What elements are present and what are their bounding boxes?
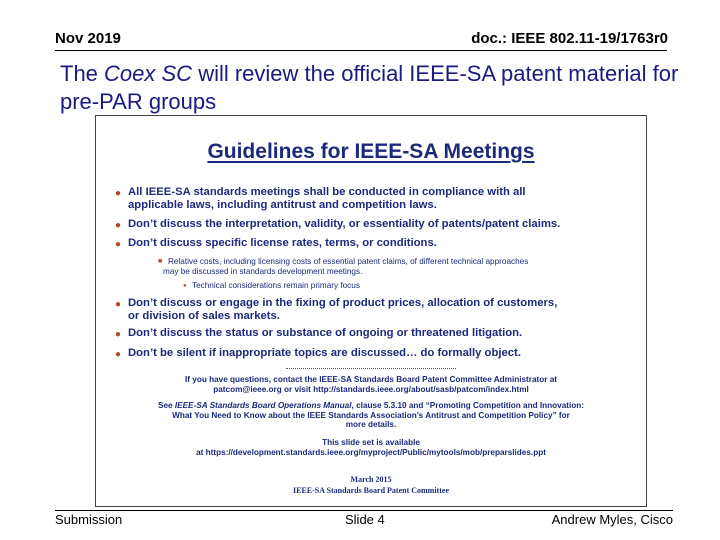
sub-sub-bullet <box>183 281 360 291</box>
bullet-line: Don’t discuss or engage in the fixing of product prices, allocation of customers, <box>128 297 558 309</box>
bullet-line: or division of sales markets. <box>128 310 280 322</box>
bullet-license <box>115 237 437 250</box>
sub-sub-bullet-dot-icon: ● <box>183 283 187 289</box>
ops-post: , clause 5.3.10 and “Promoting Competition and Innovation: <box>351 401 584 410</box>
header-rule <box>55 50 667 51</box>
ops-line: more details. <box>345 420 397 429</box>
sub-bullet-dot-icon: ■ <box>158 258 163 265</box>
bullet-dot-icon: ● <box>115 239 122 250</box>
contact-note <box>96 375 646 394</box>
slide-title <box>60 60 680 116</box>
slideset-line: at https://development.standards.ieee.org/myproject/Public/mytools/mob/preparslides.ppt <box>196 447 546 457</box>
sub-bullet-costs <box>158 257 529 277</box>
footer-slide-number: Slide 4 <box>345 512 385 527</box>
footer-submission: Submission <box>55 512 123 527</box>
bullet-line: Don’t be silent if inappropriate topics are discussed… do formally object. <box>128 347 521 359</box>
bullet-dot-icon: ● <box>115 188 122 199</box>
bullet-line: Don’t discuss the interpretation, validity, or essentiality of patents/patent claims. <box>128 218 561 230</box>
footer-rule <box>55 510 673 511</box>
bullet-line: Don’t discuss specific license rates, terms, or conditions. <box>128 237 437 249</box>
bullet-litigation <box>115 327 523 340</box>
ops-line <box>96 401 646 411</box>
guidelines-title: Guidelines for IEEE-SA Meetings <box>207 140 535 163</box>
sub-bullet-line: Relative costs, including licensing costs of essential patent claims, of different technical approaches <box>168 257 529 266</box>
bullet-dot-icon: ● <box>115 220 122 231</box>
slideset-note <box>96 438 646 457</box>
bullet-object <box>115 347 521 360</box>
guidelines-date: March 2015 <box>350 475 392 484</box>
contact-line: If you have questions, contact the IEEE-SA Standards Board Patent Committee Administrator at <box>185 375 557 384</box>
bullet-prices <box>115 297 558 323</box>
title-pre: The <box>60 61 105 86</box>
slideset-line: This slide set is available <box>322 438 420 447</box>
bullet-dot-icon: ● <box>115 349 122 360</box>
header-date: Nov 2019 <box>55 30 121 47</box>
guidelines-committee: IEEE-SA Standards Board Patent Committee <box>292 486 449 495</box>
bullet-line: Don’t discuss the status or substance of ongoing or threatened litigation. <box>128 327 523 339</box>
footer-author: Andrew Myles, Cisco <box>551 512 673 527</box>
contact-line: patcom@ieee.org or visit http://standards.ieee.org/about/sasb/patcom/index.html <box>213 384 529 394</box>
bullet-line: All IEEE-SA standards meetings shall be conducted in compliance with all <box>128 186 526 198</box>
sub-bullet-line: may be discussed in standards development meetings. <box>163 267 363 276</box>
bullet-dot-icon: ● <box>115 299 122 310</box>
ops-pre: See <box>158 401 175 410</box>
bullet-line: applicable laws, including antitrust and competition laws. <box>128 199 437 211</box>
title-em: Coex SC <box>104 61 193 86</box>
operations-note <box>96 401 646 430</box>
bullet-compliance <box>115 186 526 212</box>
ops-line: What You Need to Know about the IEEE Standards Association’s Antitrust and Competition Policy” for <box>172 410 570 420</box>
sub-sub-bullet-line: Technical considerations remain primary focus <box>192 281 360 290</box>
bullet-patents <box>115 218 561 231</box>
guidelines-image <box>95 115 647 507</box>
title-post: will review the official IEEE-SA patent material for pre-PAR groups <box>60 61 679 114</box>
header-doc-id: doc.: IEEE 802.11-19/1763r0 <box>471 30 668 47</box>
separator-line <box>286 368 456 369</box>
ops-em: IEEE-SA Standards Board Operations Manual <box>174 401 352 410</box>
bullet-dot-icon: ● <box>115 329 122 340</box>
